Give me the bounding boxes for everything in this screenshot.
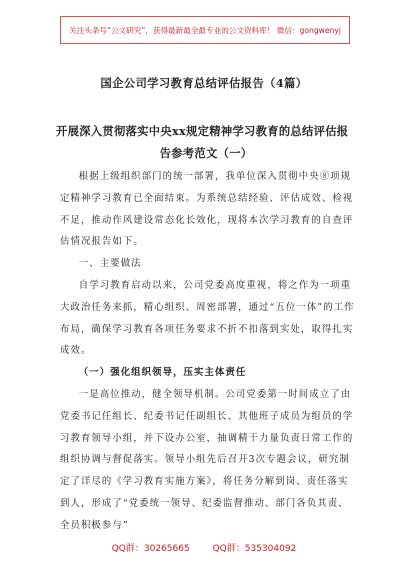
subtitle-line-2: 告参考范文（一） — [159, 146, 253, 160]
banner-text: 关注头条号“公文研究”，获得最新最全最专业的公文资料库！ 微信：gongwenyj — [69, 25, 341, 35]
subtitle-line-1: 开展深入贯彻落实中央xx规定精神学习教育的总结评估报 — [56, 124, 349, 138]
footer-qq-group-1: QQ群：30265665 — [111, 544, 190, 554]
section-paragraph: 自学习教育启动以来，公司党委高度重视，将之作为一项重大政治任务来抓，精心组织、周密部署，通过“五位一体”的工作布局，确保学习教育各项任务要求不折不扣落到实处，取得扎实成效。 — [60, 279, 355, 357]
footer-qq-group-2: QQ群：535304092 — [212, 544, 297, 554]
section-heading: 一、主要做法 — [78, 258, 142, 270]
subsection-paragraph: 一是高位推动，健全领导机制。公司党委第一时间成立了由党委书记任组长、纪委书记任副组长、其他班子成员为组员的学习教育领导小组，并下设办公室，抽调精干力量负责日常工作的组织协调与督促落实。领导小组先后召开3次专题会议，研究制定了详尽的《学习教育实施方案》，将任务分解到岗、责任落实到人，形成了“党委统一领导、纪委监督推动、部门各负其责、全员积极参与” — [60, 388, 354, 531]
intro-paragraph: 根据上级组织部门的统一部署，我单位深入贯彻中央⑧项规定精神学习教育已全面结束。为系统总结经验、评估成效、检视不足，推动作风建设常态化长效化，现将本次学习教育的自查评估情况报告如下。 — [60, 171, 354, 248]
document-subtitle — [56, 120, 356, 164]
document-body — [60, 166, 356, 537]
document-title: 国企公司学习教育总结评估报告（4篇） — [100, 76, 308, 90]
header-banner — [60, 16, 350, 44]
subsection-heading: （一）强化组织领导，压实主体责任 — [78, 367, 247, 379]
footer — [0, 541, 408, 554]
